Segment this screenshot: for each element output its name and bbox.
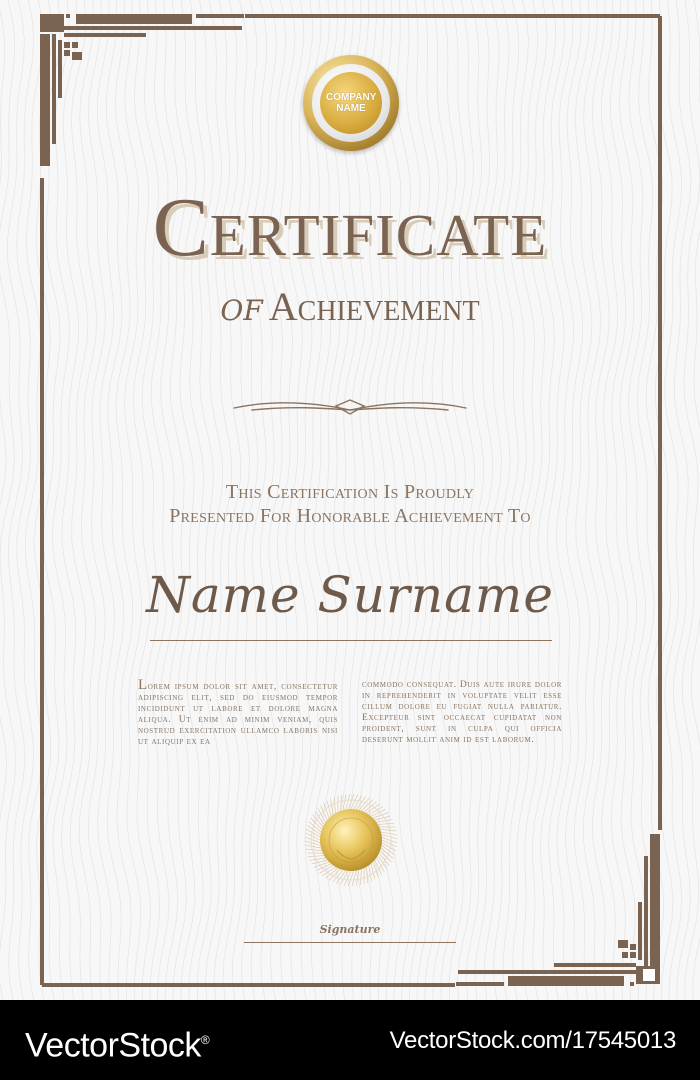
certificate-title: Certificate — [152, 181, 548, 274]
corner-ornament-bottom-right — [456, 834, 660, 986]
brand-name: VectorStock — [25, 1026, 201, 1065]
drop-cap: L — [138, 677, 148, 693]
flourish-divider-icon — [232, 396, 468, 420]
subtitle-of: of — [220, 284, 263, 330]
body-text-right: commodo consequat. Duis aute irure dolor in reprehenderit in voluptate velit esse cillum dolore eu fugiat nulla pariatur. Excepteur sint occaecat cupidatat non proident, sunt in culpa qui officia deserunt mollit anim id est laborum. — [362, 680, 562, 745]
recipient-name-line — [150, 640, 552, 641]
signature-label: Signature — [319, 923, 381, 936]
vectorstock-url: VectorStock.com/17545013 — [389, 1027, 676, 1054]
vectorstock-brand — [25, 1020, 209, 1065]
body-text-left — [138, 677, 338, 748]
corner-ornament-top-left — [40, 14, 244, 166]
company-name-label: COMPANY NAME — [326, 92, 377, 114]
body-text-left-content: orem ipsum dolor sit amet, consectetur adipiscing elit, sed do eiusmod tempor incididunt ut labore et dolore magna aliqua. Ut enim ad minim veniam, quis nostrud exercitation ullamco laboris nisi ut aliquip ex ea — [138, 682, 338, 747]
brand-mark: ® — [200, 1033, 210, 1047]
watermark-footer — [0, 1000, 700, 1080]
presented-text — [0, 480, 700, 528]
presented-line-2: Presented For Honorable Achievement To — [169, 505, 531, 527]
recipient-name: Name Surname — [146, 566, 554, 624]
certificate-subtitle — [0, 280, 700, 334]
subtitle-achievement: Achievement — [268, 284, 480, 329]
presented-line-1: This Certification Is Proudly — [225, 481, 475, 503]
signature-line — [244, 942, 456, 943]
company-seal-icon — [303, 55, 399, 151]
gold-seal-icon — [303, 792, 399, 888]
